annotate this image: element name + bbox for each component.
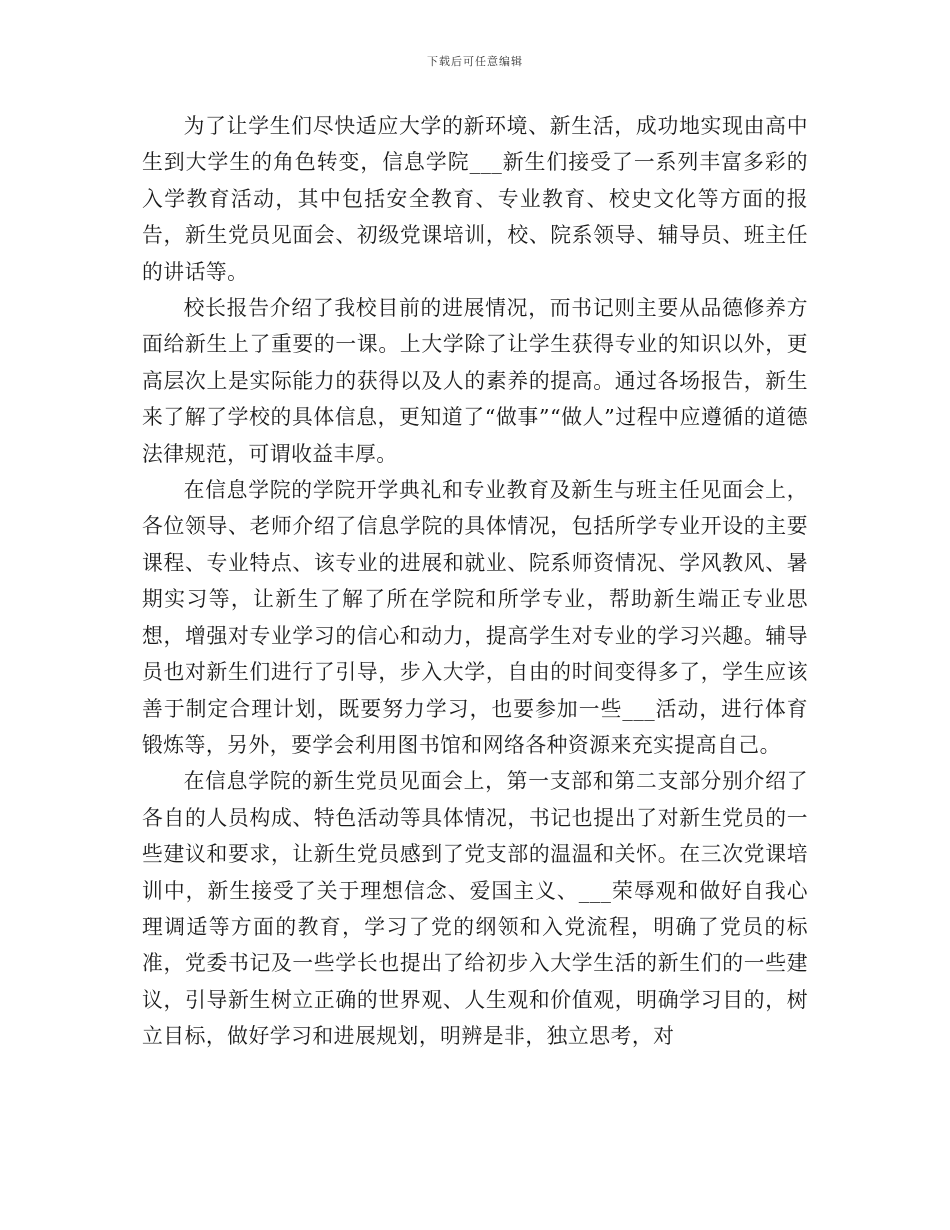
page-header: 下载后可任意编辑	[427, 55, 523, 68]
paragraph-3: 在信息学院的学院开学典礼和专业教育及新生与班主任见面会上，各位领导、老师介绍了信息学院的具体情况，包括所学专业开设的主要课程、专业特点、该专业的进展和就业、院系师资情况、学风教风、暑期实习等，让新生了解了所在学院和所学专业，帮助新生端正专业思想，增强对专业学习的信心和动力，提高学生对专业的学习兴趣。辅导员也对新生们进行了引导，步入大学，自由的时间变得多了，学生应该善于制定合理计划，既要努力学习，也要参加一些___活动，进行体育锻炼等，另外，要学会利用图书馆和网络各种资源来充实提高自己。	[142, 478, 808, 757]
paragraph-2: 校长报告介绍了我校目前的进展情况，而书记则主要从品德修养方面给新生上了重要的一课。上大学除了让学生获得专业的知识以外，更高层次上是实际能力的获得以及人的素养的提高。通过各场报告，新生来了解了学校的具体信息，更知道了“做事”“做人”过程中应遵循的道德法律规范，可谓收益丰厚。	[142, 296, 808, 466]
document-body	[142, 108, 808, 1055]
paragraph-4: 在信息学院的新生党员见面会上，第一支部和第二支部分别介绍了各自的人员构成、特色活动等具体情况，书记也提出了对新生党员的一些建议和要求，让新生党员感到了党支部的温温和关怀。在三次党课培训中，新生接受了关于理想信念、爱国主义、___荣辱观和做好自我心理调适等方面的教育，学习了党的纲领和入党流程，明确了党员的标准，党委书记及一些学长也提出了给初步入大学生活的新生们的一些建议，引导新生树立正确的世界观、人生观和价值观，明确学习目的，树立目标，做好学习和进展规划，明辨是非，独立思考，对	[142, 769, 808, 1049]
paragraph-1: 为了让学生们尽快适应大学的新环境、新生活，成功地实现由高中生到大学生的角色转变，信息学院___新生们接受了一系列丰富多彩的入学教育活动，其中包括安全教育、专业教育、校史文化等方面的报告，新生党员见面会、初级党课培训，校、院系领导、辅导员、班主任的讲话等。	[142, 114, 808, 284]
